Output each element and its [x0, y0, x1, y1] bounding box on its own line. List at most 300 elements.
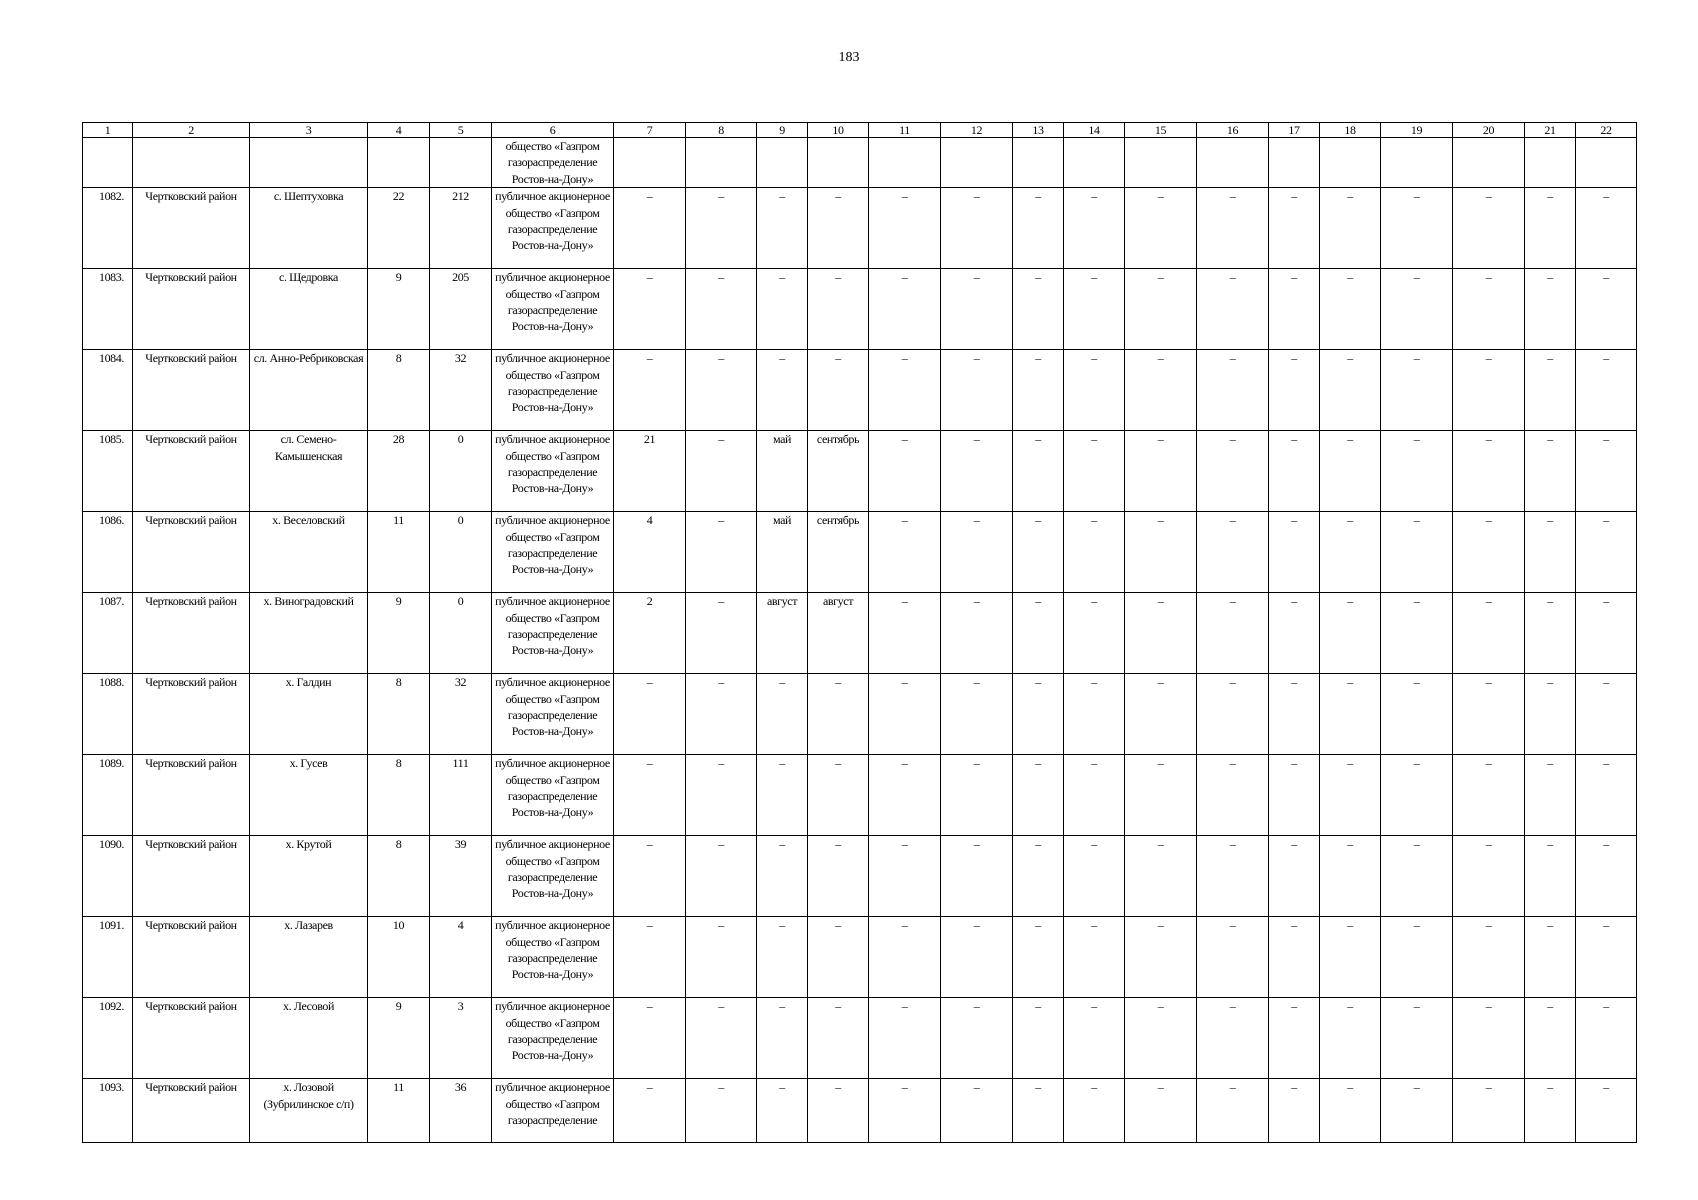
- column-22-cell: –: [1576, 188, 1637, 269]
- column-9-cell: –: [757, 674, 808, 755]
- column-16-cell: –: [1197, 674, 1269, 755]
- settlement-cell: х. Веселовский: [250, 512, 368, 593]
- column-21-cell: –: [1525, 674, 1576, 755]
- column-21-cell: –: [1525, 188, 1576, 269]
- row-number-cell: 1086.: [83, 512, 133, 593]
- column-12-cell: –: [941, 431, 1013, 512]
- settlement-cell: х. Виноградовский: [250, 593, 368, 674]
- column-number-2: 2: [133, 123, 250, 138]
- column-19-cell: –: [1381, 188, 1453, 269]
- column-12-cell: –: [941, 674, 1013, 755]
- column-4-cell: 11: [368, 512, 430, 593]
- column-18-cell: –: [1320, 998, 1381, 1079]
- column-5-cell: 0: [430, 431, 492, 512]
- column-12-cell: –: [941, 350, 1013, 431]
- column-20-cell: –: [1453, 917, 1525, 998]
- column-16-cell: –: [1197, 755, 1269, 836]
- column-21-cell: –: [1525, 350, 1576, 431]
- row-number-cell: 1087.: [83, 593, 133, 674]
- column-20-cell: –: [1453, 836, 1525, 917]
- column-14-cell: –: [1064, 269, 1125, 350]
- column-7-cell: –: [614, 755, 686, 836]
- column-21-cell: –: [1525, 1079, 1576, 1143]
- column-7-cell: 21: [614, 431, 686, 512]
- organization-cell: публичное акционерное общество «Газпром газораспределение Ростов-на-Дону»: [492, 836, 614, 917]
- column-7-cell: –: [614, 998, 686, 1079]
- row-number-cell: 1089.: [83, 755, 133, 836]
- table-row: [83, 674, 1637, 755]
- continuation-cell-10: [808, 138, 869, 188]
- page-number: 183: [838, 50, 860, 65]
- column-21-cell: –: [1525, 269, 1576, 350]
- column-18-cell: –: [1320, 1079, 1381, 1143]
- column-17-cell: –: [1269, 755, 1320, 836]
- continuation-cell-6: общество «Газпром газораспределение Ростов-на-Дону»: [492, 138, 614, 188]
- column-12-cell: –: [941, 269, 1013, 350]
- table-row: [83, 917, 1637, 998]
- column-20-cell: –: [1453, 188, 1525, 269]
- row-number-cell: 1090.: [83, 836, 133, 917]
- column-10-cell: –: [808, 188, 869, 269]
- column-19-cell: –: [1381, 674, 1453, 755]
- table-row: [83, 350, 1637, 431]
- district-cell: Чертковский район: [133, 593, 250, 674]
- column-13-cell: –: [1013, 269, 1064, 350]
- column-8-cell: –: [686, 431, 757, 512]
- organization-cell: публичное акционерное общество «Газпром газораспределение Ростов-на-Дону»: [492, 512, 614, 593]
- column-10-cell: –: [808, 674, 869, 755]
- row-number-cell: 1092.: [83, 998, 133, 1079]
- district-cell: Чертковский район: [133, 512, 250, 593]
- column-16-cell: –: [1197, 1079, 1269, 1143]
- column-14-cell: –: [1064, 674, 1125, 755]
- column-11-cell: –: [869, 998, 941, 1079]
- column-4-cell: 22: [368, 188, 430, 269]
- column-number-7: 7: [614, 123, 686, 138]
- column-10-cell: –: [808, 755, 869, 836]
- column-19-cell: –: [1381, 431, 1453, 512]
- column-14-cell: –: [1064, 755, 1125, 836]
- column-11-cell: –: [869, 755, 941, 836]
- continuation-cell-12: [941, 138, 1013, 188]
- column-10-cell: –: [808, 998, 869, 1079]
- column-13-cell: –: [1013, 593, 1064, 674]
- column-13-cell: –: [1013, 755, 1064, 836]
- settlement-cell: х. Крутой: [250, 836, 368, 917]
- column-18-cell: –: [1320, 674, 1381, 755]
- column-5-cell: 205: [430, 269, 492, 350]
- column-12-cell: –: [941, 1079, 1013, 1143]
- organization-cell: публичное акционерное общество «Газпром газораспределение Ростов-на-Дону»: [492, 917, 614, 998]
- column-16-cell: –: [1197, 512, 1269, 593]
- table-row: [83, 431, 1637, 512]
- column-17-cell: –: [1269, 188, 1320, 269]
- column-16-cell: –: [1197, 917, 1269, 998]
- column-15-cell: –: [1125, 593, 1197, 674]
- column-17-cell: –: [1269, 1079, 1320, 1143]
- column-7-cell: –: [614, 350, 686, 431]
- column-9-cell: –: [757, 755, 808, 836]
- table-row: [83, 512, 1637, 593]
- column-19-cell: –: [1381, 512, 1453, 593]
- column-number-row: [83, 123, 1637, 138]
- column-4-cell: 8: [368, 755, 430, 836]
- column-18-cell: –: [1320, 755, 1381, 836]
- column-10-cell: –: [808, 269, 869, 350]
- continuation-cell-16: [1197, 138, 1269, 188]
- organization-cell: публичное акционерное общество «Газпром газораспределение Ростов-на-Дону»: [492, 431, 614, 512]
- settlement-cell: х. Галдин: [250, 674, 368, 755]
- column-12-cell: –: [941, 836, 1013, 917]
- district-cell: Чертковский район: [133, 431, 250, 512]
- column-21-cell: –: [1525, 836, 1576, 917]
- column-number-11: 11: [869, 123, 941, 138]
- column-11-cell: –: [869, 593, 941, 674]
- column-12-cell: –: [941, 593, 1013, 674]
- column-20-cell: –: [1453, 431, 1525, 512]
- column-number-20: 20: [1453, 123, 1525, 138]
- column-5-cell: 111: [430, 755, 492, 836]
- column-8-cell: –: [686, 188, 757, 269]
- column-13-cell: –: [1013, 512, 1064, 593]
- column-15-cell: –: [1125, 512, 1197, 593]
- column-14-cell: –: [1064, 188, 1125, 269]
- column-4-cell: 11: [368, 1079, 430, 1143]
- table-row: [83, 593, 1637, 674]
- table-row: [83, 836, 1637, 917]
- column-15-cell: –: [1125, 269, 1197, 350]
- column-17-cell: –: [1269, 350, 1320, 431]
- column-8-cell: –: [686, 755, 757, 836]
- column-17-cell: –: [1269, 998, 1320, 1079]
- column-8-cell: –: [686, 836, 757, 917]
- column-16-cell: –: [1197, 350, 1269, 431]
- continuation-cell-18: [1320, 138, 1381, 188]
- column-8-cell: –: [686, 269, 757, 350]
- column-17-cell: –: [1269, 593, 1320, 674]
- continuation-cell-21: [1525, 138, 1576, 188]
- column-7-cell: 4: [614, 512, 686, 593]
- column-12-cell: –: [941, 512, 1013, 593]
- continuation-cell-15: [1125, 138, 1197, 188]
- column-15-cell: –: [1125, 1079, 1197, 1143]
- column-16-cell: –: [1197, 593, 1269, 674]
- column-18-cell: –: [1320, 431, 1381, 512]
- column-12-cell: –: [941, 755, 1013, 836]
- column-10-cell: –: [808, 836, 869, 917]
- column-21-cell: –: [1525, 998, 1576, 1079]
- column-11-cell: –: [869, 674, 941, 755]
- settlement-cell: с. Щедровка: [250, 269, 368, 350]
- column-19-cell: –: [1381, 836, 1453, 917]
- continuation-cell-11: [869, 138, 941, 188]
- column-18-cell: –: [1320, 917, 1381, 998]
- column-11-cell: –: [869, 1079, 941, 1143]
- column-22-cell: –: [1576, 917, 1637, 998]
- continuation-row: [83, 138, 1637, 188]
- continuation-cell-9: [757, 138, 808, 188]
- column-21-cell: –: [1525, 593, 1576, 674]
- column-21-cell: –: [1525, 512, 1576, 593]
- column-15-cell: –: [1125, 431, 1197, 512]
- column-9-cell: май: [757, 512, 808, 593]
- continuation-cell-8: [686, 138, 757, 188]
- column-8-cell: –: [686, 917, 757, 998]
- column-5-cell: 4: [430, 917, 492, 998]
- organization-cell: публичное акционерное общество «Газпром газораспределение Ростов-на-Дону»: [492, 350, 614, 431]
- column-9-cell: август: [757, 593, 808, 674]
- column-4-cell: 10: [368, 917, 430, 998]
- column-5-cell: 36: [430, 1079, 492, 1143]
- column-11-cell: –: [869, 188, 941, 269]
- column-13-cell: –: [1013, 917, 1064, 998]
- column-11-cell: –: [869, 836, 941, 917]
- column-13-cell: –: [1013, 431, 1064, 512]
- table-row: [83, 269, 1637, 350]
- column-14-cell: –: [1064, 1079, 1125, 1143]
- column-number-15: 15: [1125, 123, 1197, 138]
- settlement-cell: сл. Анно-Ребриковская: [250, 350, 368, 431]
- column-18-cell: –: [1320, 512, 1381, 593]
- column-18-cell: –: [1320, 269, 1381, 350]
- settlement-cell: х. Лазарев: [250, 917, 368, 998]
- gas-schedule-table: [82, 122, 1637, 1143]
- column-5-cell: 0: [430, 512, 492, 593]
- column-20-cell: –: [1453, 1079, 1525, 1143]
- column-15-cell: –: [1125, 836, 1197, 917]
- column-15-cell: –: [1125, 917, 1197, 998]
- column-9-cell: –: [757, 836, 808, 917]
- column-15-cell: –: [1125, 755, 1197, 836]
- column-19-cell: –: [1381, 350, 1453, 431]
- column-19-cell: –: [1381, 917, 1453, 998]
- table-row: [83, 1079, 1637, 1143]
- column-15-cell: –: [1125, 674, 1197, 755]
- district-cell: Чертковский район: [133, 674, 250, 755]
- organization-cell: публичное акционерное общество «Газпром газораспределение Ростов-на-Дону»: [492, 998, 614, 1079]
- column-14-cell: –: [1064, 998, 1125, 1079]
- column-5-cell: 39: [430, 836, 492, 917]
- column-21-cell: –: [1525, 917, 1576, 998]
- column-number-18: 18: [1320, 123, 1381, 138]
- column-14-cell: –: [1064, 836, 1125, 917]
- settlement-cell: х. Лесовой: [250, 998, 368, 1079]
- column-22-cell: –: [1576, 350, 1637, 431]
- row-number-cell: 1083.: [83, 269, 133, 350]
- column-13-cell: –: [1013, 188, 1064, 269]
- row-number-cell: 1084.: [83, 350, 133, 431]
- district-cell: Чертковский район: [133, 269, 250, 350]
- column-16-cell: –: [1197, 431, 1269, 512]
- column-11-cell: –: [869, 350, 941, 431]
- column-number-22: 22: [1576, 123, 1637, 138]
- column-22-cell: –: [1576, 674, 1637, 755]
- column-20-cell: –: [1453, 269, 1525, 350]
- column-9-cell: –: [757, 917, 808, 998]
- continuation-cell-13: [1013, 138, 1064, 188]
- column-7-cell: 2: [614, 593, 686, 674]
- column-4-cell: 28: [368, 431, 430, 512]
- column-14-cell: –: [1064, 512, 1125, 593]
- organization-cell: публичное акционерное общество «Газпром газораспределение Ростов-на-Дону»: [492, 755, 614, 836]
- column-4-cell: 9: [368, 998, 430, 1079]
- continuation-cell-1: [83, 138, 133, 188]
- column-16-cell: –: [1197, 998, 1269, 1079]
- continuation-cell-7: [614, 138, 686, 188]
- column-5-cell: 212: [430, 188, 492, 269]
- organization-cell: публичное акционерное общество «Газпром газораспределение Ростов-на-Дону»: [492, 188, 614, 269]
- continuation-cell-14: [1064, 138, 1125, 188]
- column-16-cell: –: [1197, 269, 1269, 350]
- column-13-cell: –: [1013, 674, 1064, 755]
- column-9-cell: –: [757, 998, 808, 1079]
- column-17-cell: –: [1269, 836, 1320, 917]
- column-13-cell: –: [1013, 1079, 1064, 1143]
- continuation-cell-3: [250, 138, 368, 188]
- column-10-cell: август: [808, 593, 869, 674]
- column-18-cell: –: [1320, 188, 1381, 269]
- column-5-cell: 3: [430, 998, 492, 1079]
- column-20-cell: –: [1453, 350, 1525, 431]
- column-4-cell: 8: [368, 836, 430, 917]
- column-9-cell: май: [757, 431, 808, 512]
- column-4-cell: 9: [368, 593, 430, 674]
- column-12-cell: –: [941, 998, 1013, 1079]
- column-7-cell: –: [614, 188, 686, 269]
- table-row: [83, 755, 1637, 836]
- column-19-cell: –: [1381, 755, 1453, 836]
- organization-cell: публичное акционерное общество «Газпром газораспределение Ростов-на-Дону»: [492, 593, 614, 674]
- column-number-17: 17: [1269, 123, 1320, 138]
- column-22-cell: –: [1576, 512, 1637, 593]
- column-number-10: 10: [808, 123, 869, 138]
- column-number-5: 5: [430, 123, 492, 138]
- column-number-19: 19: [1381, 123, 1453, 138]
- district-cell: Чертковский район: [133, 350, 250, 431]
- column-14-cell: –: [1064, 593, 1125, 674]
- district-cell: Чертковский район: [133, 836, 250, 917]
- column-21-cell: –: [1525, 755, 1576, 836]
- column-5-cell: 32: [430, 350, 492, 431]
- column-number-14: 14: [1064, 123, 1125, 138]
- column-20-cell: –: [1453, 593, 1525, 674]
- column-number-9: 9: [757, 123, 808, 138]
- column-8-cell: –: [686, 350, 757, 431]
- column-number-21: 21: [1525, 123, 1576, 138]
- row-number-cell: 1093.: [83, 1079, 133, 1143]
- column-19-cell: –: [1381, 593, 1453, 674]
- district-cell: Чертковский район: [133, 917, 250, 998]
- continuation-cell-4: [368, 138, 430, 188]
- column-4-cell: 8: [368, 350, 430, 431]
- column-21-cell: –: [1525, 431, 1576, 512]
- column-11-cell: –: [869, 431, 941, 512]
- column-19-cell: –: [1381, 998, 1453, 1079]
- continuation-cell-5: [430, 138, 492, 188]
- column-8-cell: –: [686, 1079, 757, 1143]
- continuation-cell-20: [1453, 138, 1525, 188]
- district-cell: Чертковский район: [133, 1079, 250, 1143]
- column-11-cell: –: [869, 512, 941, 593]
- column-12-cell: –: [941, 188, 1013, 269]
- column-19-cell: –: [1381, 1079, 1453, 1143]
- column-10-cell: –: [808, 917, 869, 998]
- column-9-cell: –: [757, 188, 808, 269]
- column-22-cell: –: [1576, 755, 1637, 836]
- column-10-cell: сентябрь: [808, 512, 869, 593]
- column-11-cell: –: [869, 269, 941, 350]
- column-14-cell: –: [1064, 917, 1125, 998]
- column-10-cell: –: [808, 350, 869, 431]
- column-8-cell: –: [686, 593, 757, 674]
- column-9-cell: –: [757, 1079, 808, 1143]
- column-number-6: 6: [492, 123, 614, 138]
- column-16-cell: –: [1197, 188, 1269, 269]
- column-19-cell: –: [1381, 269, 1453, 350]
- table-row: [83, 998, 1637, 1079]
- column-16-cell: –: [1197, 836, 1269, 917]
- continuation-cell-22: [1576, 138, 1637, 188]
- column-22-cell: –: [1576, 593, 1637, 674]
- column-4-cell: 9: [368, 269, 430, 350]
- column-number-8: 8: [686, 123, 757, 138]
- continuation-cell-17: [1269, 138, 1320, 188]
- column-17-cell: –: [1269, 512, 1320, 593]
- column-17-cell: –: [1269, 674, 1320, 755]
- column-5-cell: 0: [430, 593, 492, 674]
- column-22-cell: –: [1576, 836, 1637, 917]
- column-7-cell: –: [614, 917, 686, 998]
- column-17-cell: –: [1269, 431, 1320, 512]
- column-number-12: 12: [941, 123, 1013, 138]
- column-8-cell: –: [686, 674, 757, 755]
- column-22-cell: –: [1576, 269, 1637, 350]
- organization-cell: публичное акционерное общество «Газпром газораспределение: [492, 1079, 614, 1143]
- column-18-cell: –: [1320, 350, 1381, 431]
- column-4-cell: 8: [368, 674, 430, 755]
- column-20-cell: –: [1453, 674, 1525, 755]
- column-11-cell: –: [869, 917, 941, 998]
- column-8-cell: –: [686, 512, 757, 593]
- district-cell: Чертковский район: [133, 998, 250, 1079]
- column-22-cell: –: [1576, 998, 1637, 1079]
- settlement-cell: сл. Семено-Камышенская: [250, 431, 368, 512]
- row-number-cell: 1085.: [83, 431, 133, 512]
- column-5-cell: 32: [430, 674, 492, 755]
- column-17-cell: –: [1269, 269, 1320, 350]
- column-13-cell: –: [1013, 836, 1064, 917]
- column-22-cell: –: [1576, 431, 1637, 512]
- settlement-cell: х. Гусев: [250, 755, 368, 836]
- row-number-cell: 1088.: [83, 674, 133, 755]
- column-8-cell: –: [686, 998, 757, 1079]
- column-number-16: 16: [1197, 123, 1269, 138]
- organization-cell: публичное акционерное общество «Газпром газораспределение Ростов-на-Дону»: [492, 269, 614, 350]
- continuation-cell-2: [133, 138, 250, 188]
- table-row: [83, 188, 1637, 269]
- column-20-cell: –: [1453, 755, 1525, 836]
- settlement-cell: х. Лозовой (Зубрилинское с/п): [250, 1079, 368, 1143]
- column-22-cell: –: [1576, 1079, 1637, 1143]
- row-number-cell: 1091.: [83, 917, 133, 998]
- organization-cell: публичное акционерное общество «Газпром газораспределение Ростов-на-Дону»: [492, 674, 614, 755]
- column-13-cell: –: [1013, 998, 1064, 1079]
- district-cell: Чертковский район: [133, 755, 250, 836]
- column-7-cell: –: [614, 1079, 686, 1143]
- column-number-13: 13: [1013, 123, 1064, 138]
- column-9-cell: –: [757, 350, 808, 431]
- column-17-cell: –: [1269, 917, 1320, 998]
